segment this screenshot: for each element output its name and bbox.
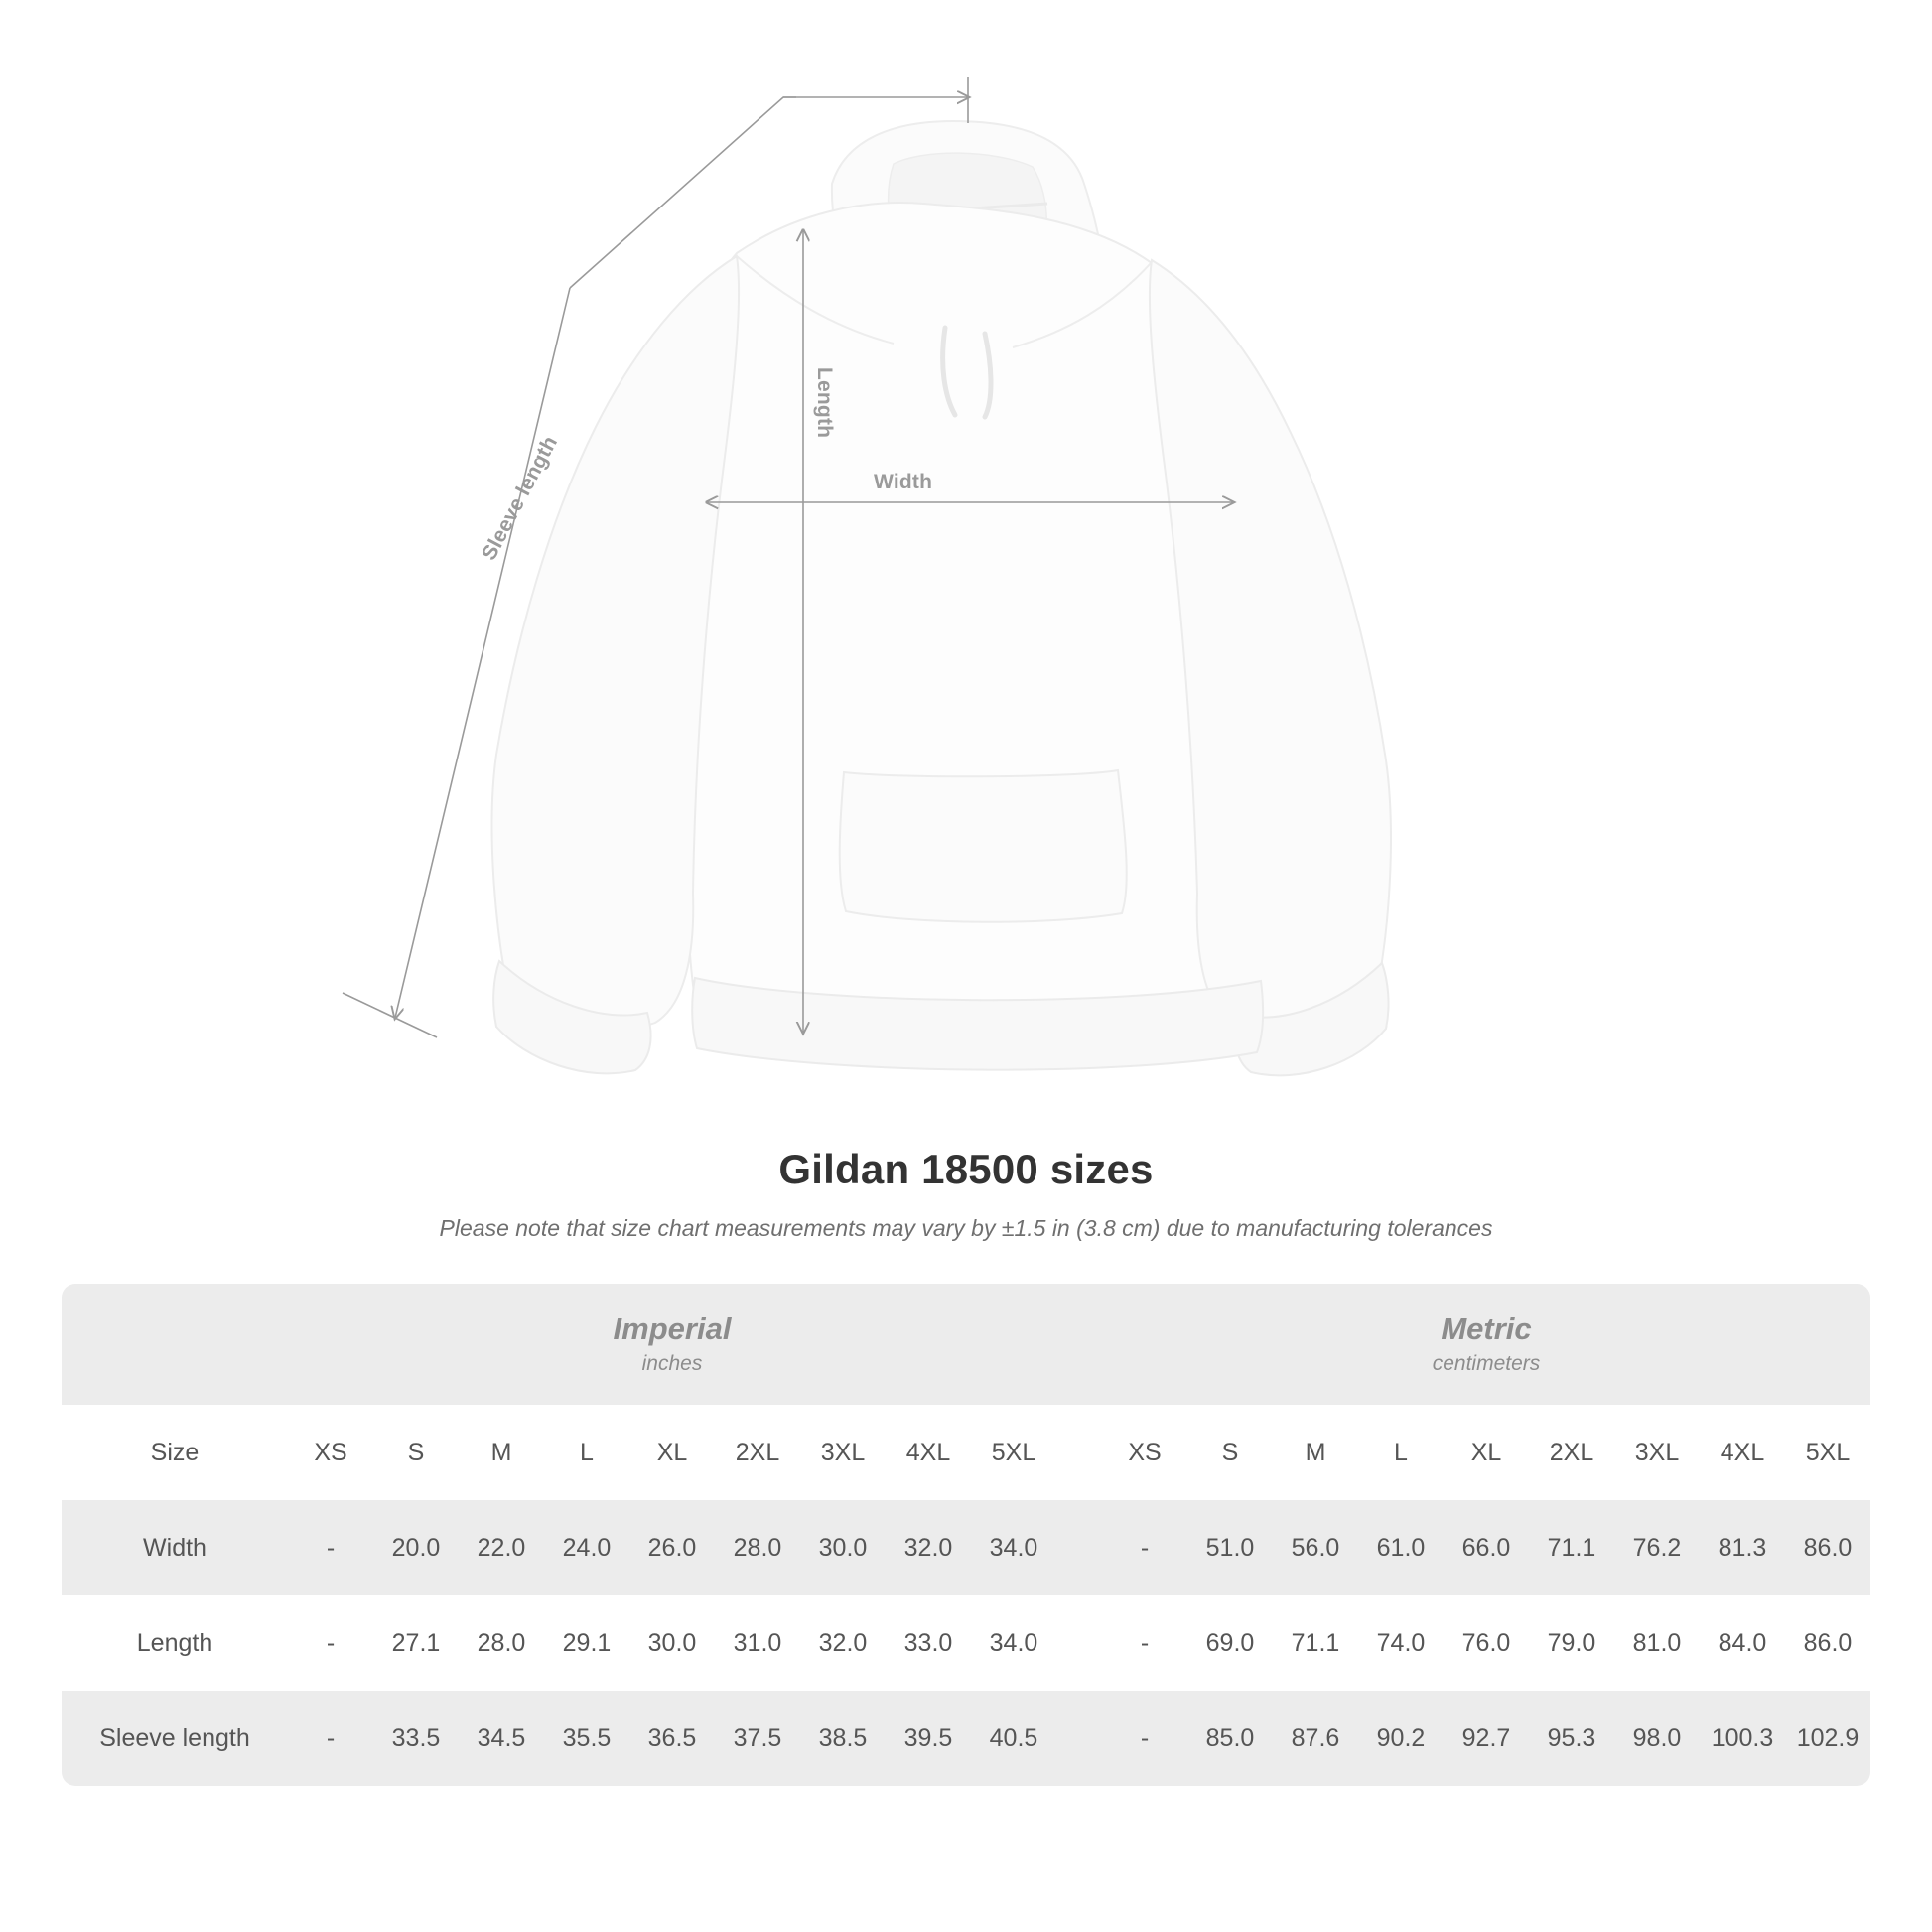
- size-header-metric-5xl: 5XL: [1785, 1405, 1870, 1500]
- row-gap-length: [1056, 1595, 1102, 1691]
- row-label-width: Width: [62, 1500, 288, 1595]
- unit-group-metric: [1102, 1284, 1870, 1405]
- cell-length-metric-s: 69.0: [1187, 1595, 1273, 1691]
- length-dimension-label: Length: [813, 367, 836, 439]
- size-header-metric-xl: XL: [1444, 1405, 1529, 1500]
- cell-length-imperial-5xl: 34.0: [971, 1595, 1056, 1691]
- cell-width-imperial-2xl: 28.0: [715, 1500, 800, 1595]
- size-header-label: Size: [62, 1405, 288, 1500]
- size-header-imperial-m: M: [459, 1405, 544, 1500]
- cell-width-metric-l: 61.0: [1358, 1500, 1444, 1595]
- cell-sleeve-imperial-4xl: 39.5: [886, 1691, 971, 1786]
- size-table: [62, 1284, 1870, 1786]
- cell-width-imperial-s: 20.0: [373, 1500, 459, 1595]
- cell-sleeve-imperial-m: 34.5: [459, 1691, 544, 1786]
- cell-sleeve-metric-3xl: 98.0: [1614, 1691, 1700, 1786]
- cell-length-imperial-3xl: 32.0: [800, 1595, 886, 1691]
- cell-width-metric-3xl: 76.2: [1614, 1500, 1700, 1595]
- cell-length-imperial-l: 29.1: [544, 1595, 629, 1691]
- row-gap-sleeve: [1056, 1691, 1102, 1786]
- size-header-imperial-5xl: 5XL: [971, 1405, 1056, 1500]
- cell-width-imperial-4xl: 32.0: [886, 1500, 971, 1595]
- cell-width-metric-xs: -: [1102, 1500, 1187, 1595]
- cell-length-imperial-xs: -: [288, 1595, 373, 1691]
- chart-heading: [0, 1146, 1932, 1242]
- size-header-metric-xs: XS: [1102, 1405, 1187, 1500]
- unit-group-metric-sub: centimeters: [1432, 1351, 1541, 1375]
- hoodie-body: [492, 121, 1391, 1075]
- unit-group-imperial: [288, 1284, 1056, 1405]
- cell-width-imperial-xs: -: [288, 1500, 373, 1595]
- cell-sleeve-imperial-xl: 36.5: [629, 1691, 715, 1786]
- cell-length-metric-5xl: 86.0: [1785, 1595, 1870, 1691]
- cell-width-metric-s: 51.0: [1187, 1500, 1273, 1595]
- unit-group-metric-name: Metric: [1441, 1311, 1532, 1346]
- row-gap-width: [1056, 1500, 1102, 1595]
- cell-length-metric-m: 71.1: [1273, 1595, 1358, 1691]
- cell-sleeve-imperial-2xl: 37.5: [715, 1691, 800, 1786]
- size-header-metric-l: L: [1358, 1405, 1444, 1500]
- cell-length-imperial-4xl: 33.0: [886, 1595, 971, 1691]
- cell-width-imperial-xl: 26.0: [629, 1500, 715, 1595]
- cell-length-imperial-2xl: 31.0: [715, 1595, 800, 1691]
- cell-width-metric-m: 56.0: [1273, 1500, 1358, 1595]
- table-row: [62, 1691, 1870, 1786]
- cell-sleeve-metric-s: 85.0: [1187, 1691, 1273, 1786]
- size-header-metric-3xl: 3XL: [1614, 1405, 1700, 1500]
- size-header-imperial-s: S: [373, 1405, 459, 1500]
- row-label-sleeve-length: Sleeve length: [62, 1691, 288, 1786]
- cell-length-metric-l: 74.0: [1358, 1595, 1444, 1691]
- unit-header-spacer: [62, 1284, 288, 1405]
- unit-group-imperial-sub: inches: [641, 1351, 703, 1375]
- width-dimension-label: Width: [874, 471, 933, 493]
- page-title: Gildan 18500 sizes: [778, 1146, 1154, 1192]
- cell-width-imperial-l: 24.0: [544, 1500, 629, 1595]
- cell-sleeve-metric-l: 90.2: [1358, 1691, 1444, 1786]
- size-header-row: [62, 1405, 1870, 1500]
- table-row: [62, 1500, 1870, 1595]
- row-label-length: Length: [62, 1595, 288, 1691]
- size-header-metric-m: M: [1273, 1405, 1358, 1500]
- size-header-imperial-2xl: 2XL: [715, 1405, 800, 1500]
- cell-length-imperial-xl: 30.0: [629, 1595, 715, 1691]
- cell-sleeve-imperial-xs: -: [288, 1691, 373, 1786]
- cell-sleeve-imperial-s: 33.5: [373, 1691, 459, 1786]
- size-header-imperial-l: L: [544, 1405, 629, 1500]
- size-header-imperial-4xl: 4XL: [886, 1405, 971, 1500]
- cell-length-imperial-s: 27.1: [373, 1595, 459, 1691]
- cell-width-imperial-m: 22.0: [459, 1500, 544, 1595]
- cell-width-metric-5xl: 86.0: [1785, 1500, 1870, 1595]
- size-header-gap: [1056, 1405, 1102, 1500]
- cell-width-imperial-3xl: 30.0: [800, 1500, 886, 1595]
- cell-width-metric-2xl: 71.1: [1529, 1500, 1614, 1595]
- unit-header-gap: [1056, 1284, 1102, 1405]
- cell-length-metric-3xl: 81.0: [1614, 1595, 1700, 1691]
- size-header-imperial-xs: XS: [288, 1405, 373, 1500]
- size-header-metric-s: S: [1187, 1405, 1273, 1500]
- cell-sleeve-metric-5xl: 102.9: [1785, 1691, 1870, 1786]
- size-header-metric-2xl: 2XL: [1529, 1405, 1614, 1500]
- cell-length-metric-4xl: 84.0: [1700, 1595, 1785, 1691]
- size-header-imperial-3xl: 3XL: [800, 1405, 886, 1500]
- cell-length-metric-xl: 76.0: [1444, 1595, 1529, 1691]
- unit-group-imperial-name: Imperial: [613, 1311, 732, 1346]
- size-header-metric-4xl: 4XL: [1700, 1405, 1785, 1500]
- tolerance-note: Please note that size chart measurements may vary by ±1.5 in (3.8 cm) due to manufacturing tolerances: [439, 1215, 1493, 1241]
- cell-sleeve-metric-2xl: 95.3: [1529, 1691, 1614, 1786]
- cell-sleeve-imperial-5xl: 40.5: [971, 1691, 1056, 1786]
- cell-sleeve-metric-xs: -: [1102, 1691, 1187, 1786]
- cell-sleeve-imperial-3xl: 38.5: [800, 1691, 886, 1786]
- table-row: [62, 1595, 1870, 1691]
- size-table-wrapper: [62, 1284, 1870, 1786]
- cell-sleeve-metric-4xl: 100.3: [1700, 1691, 1785, 1786]
- cell-length-metric-2xl: 79.0: [1529, 1595, 1614, 1691]
- cell-sleeve-imperial-l: 35.5: [544, 1691, 629, 1786]
- cell-length-metric-xs: -: [1102, 1595, 1187, 1691]
- size-header-imperial-xl: XL: [629, 1405, 715, 1500]
- cell-sleeve-metric-xl: 92.7: [1444, 1691, 1529, 1786]
- cell-width-metric-4xl: 81.3: [1700, 1500, 1785, 1595]
- unit-header-row: [62, 1284, 1870, 1405]
- cell-sleeve-metric-m: 87.6: [1273, 1691, 1358, 1786]
- cell-width-imperial-5xl: 34.0: [971, 1500, 1056, 1595]
- cell-length-imperial-m: 28.0: [459, 1595, 544, 1691]
- cell-width-metric-xl: 66.0: [1444, 1500, 1529, 1595]
- sleeve-length-dimension-label: Sleeve length: [478, 432, 563, 565]
